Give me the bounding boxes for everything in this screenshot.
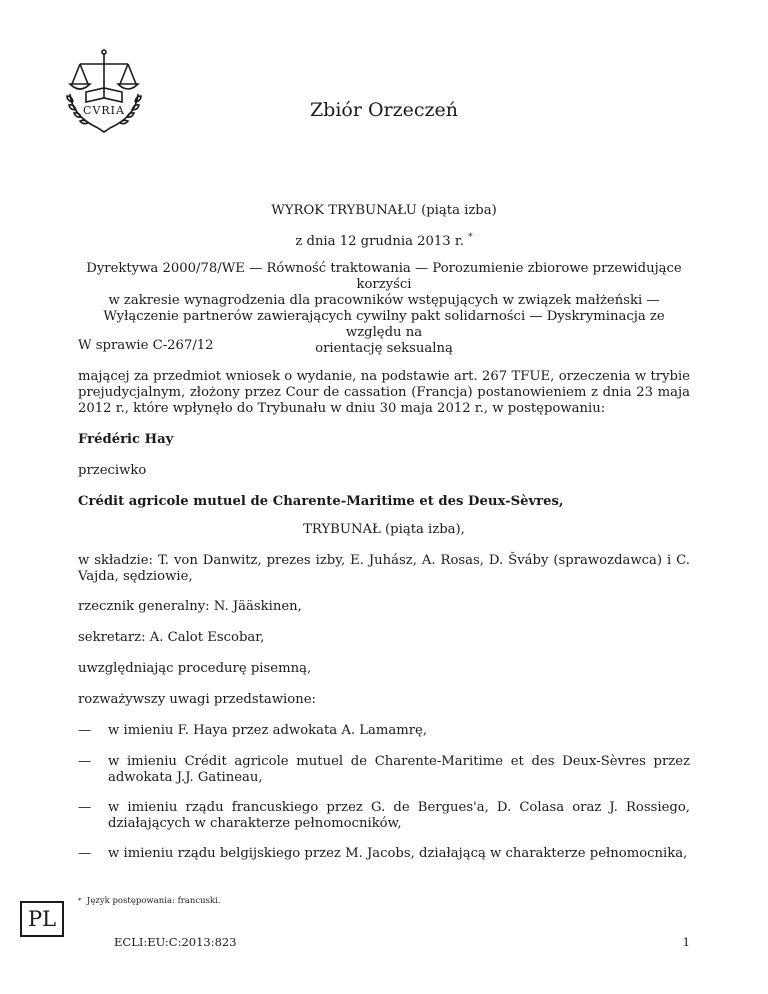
judgment-date: z dnia 12 grudnia 2013 r.	[295, 234, 464, 249]
ecli-identifier: ECLI:EU:C:2013:823	[114, 935, 237, 949]
procedure-text: uwzględniając procedurę pisemną,	[78, 661, 312, 676]
keywords-line: Dyrektywa 2000/78/WE — Równość traktowania — Porozumienie zbiorowe przewidujące korzyści	[86, 261, 682, 292]
dash-marker: —	[78, 723, 92, 738]
footnote-marker: *	[78, 897, 82, 905]
footnote-marker: *	[468, 232, 473, 243]
advocate-general: rzecznik generalny: N. Jääskinen,	[78, 599, 302, 614]
observation-text: w imieniu F. Haya przez adwokata A. Lamamrę,	[108, 723, 428, 738]
dash-marker: —	[78, 754, 92, 769]
observations-intro: rozważywszy uwagi przedstawione:	[78, 692, 316, 707]
page-number: 1	[682, 935, 690, 949]
observation-item	[78, 754, 690, 786]
collection-title: Zbiór Orzeczeń	[309, 99, 459, 121]
observation-text: w imieniu Crédit agricole mutuel de Charente-Maritime et des Deux-Sèvres przez adwokata J.J. Gatineau,	[108, 754, 690, 785]
party-applicant: Frédéric Hay	[78, 432, 174, 447]
language-badge: PL	[20, 901, 64, 937]
logo-text: CVRIA	[83, 104, 125, 117]
observation-text: w imieniu rządu francuskiego przez G. de Bergues'a, D. Colasa oraz J. Rossiego, działających w charakterze pełnomocników,	[108, 800, 690, 831]
observation-text: w imieniu rządu belgijskiego przez M. Jacobs, działającą w charakterze pełnomocnika,	[108, 846, 688, 861]
judgment-date-line	[78, 234, 690, 250]
court-heading: TRYBUNAŁ (piąta izba),	[303, 522, 465, 537]
footnote-text: Język postępowania: francuski.	[86, 896, 221, 906]
footnote	[78, 896, 221, 907]
dash-marker: —	[78, 846, 92, 861]
keywords-line: orientację seksualną	[315, 341, 453, 356]
observation-item	[78, 723, 690, 739]
keywords-line: w zakresie wynagrodzenia dla pracowników wstępujących w związek małżeński —	[108, 293, 660, 308]
party-defendant: Crédit agricole mutuel de Charente-Maritime et des Deux-Sèvres,	[78, 494, 564, 509]
observation-item	[78, 846, 690, 862]
registrar: sekretarz: A. Calot Escobar,	[78, 630, 265, 645]
court-composition: w składzie: T. von Danwitz, prezes izby, E. Juhász, A. Rosas, D. Šváby (sprawozdawca) i C. Vajda, sędziowie,	[78, 553, 690, 584]
observation-item	[78, 800, 690, 832]
judgment-title: WYROK TRYBUNAŁU (piąta izba)	[271, 203, 497, 218]
reference-paragraph: mającej za przedmiot wniosek o wydanie, na podstawie art. 267 TFUE, orzeczenia w trybie prejudycjalnym, złożony przez Cour de cassation (Francja) postanowieniem z dnia 23 maja 2012 r., które wpłynęło do Trybunału w dniu 30 maja 2012 r., w postępowaniu:	[78, 369, 690, 416]
dash-marker: —	[78, 800, 92, 815]
keywords-line: Wyłączenie partnerów zawierających cywilny pakt solidarności — Dyskryminacja ze względu na	[103, 309, 665, 340]
versus-text: przeciwko	[78, 463, 147, 478]
case-number: W sprawie C-267/12	[78, 338, 214, 353]
court-emblem-logo	[58, 44, 150, 136]
